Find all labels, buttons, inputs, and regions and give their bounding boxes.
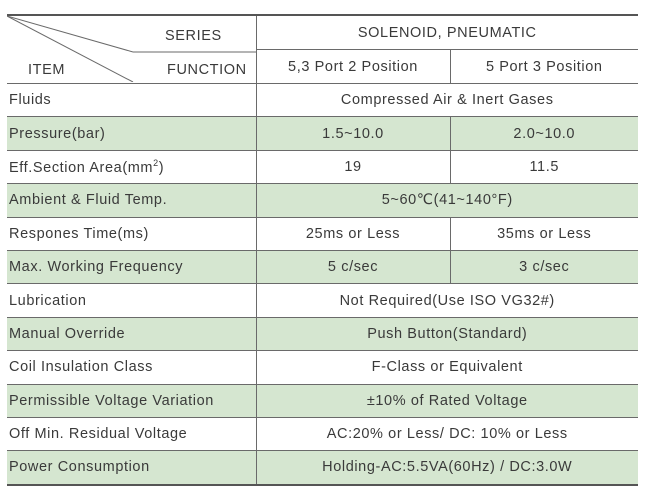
row-label: Fluids [7, 84, 256, 117]
row-pressure [7, 117, 638, 150]
row-label-end: ) [158, 159, 165, 176]
header-row-1 [7, 15, 638, 50]
row-coil-insulation [7, 351, 638, 384]
row-label: Off Min. Residual Voltage [7, 417, 256, 450]
series-label: SERIES [165, 28, 222, 44]
row-value: 5~60℃(41~140°F) [256, 184, 638, 217]
row-value: Compressed Air & Inert Gases [256, 84, 638, 117]
row-label-superscript: 2 [153, 158, 159, 169]
row-lubrication [7, 284, 638, 317]
row-label: Lubrication [7, 284, 256, 317]
row-label: Permissible Voltage Variation [7, 384, 256, 417]
row-value: Not Required(Use ISO VG32#) [256, 284, 638, 317]
row-value: AC:20% or Less/ DC: 10% or Less [256, 417, 638, 450]
row-value-3-position: 11.5 [450, 150, 638, 183]
row-manual-override [7, 317, 638, 350]
series-value: SOLENOID, PNEUMATIC [256, 15, 638, 50]
row-value-2-position: 25ms or Less [256, 217, 450, 250]
row-label-main: Eff.Section Area(mm [9, 159, 154, 176]
function-3-position: 5 Port 3 Position [450, 50, 638, 84]
row-ambient-temp [7, 184, 638, 217]
row-value: Push Button(Standard) [256, 317, 638, 350]
row-residual-voltage [7, 417, 638, 450]
row-value-3-position: 2.0~10.0 [450, 117, 638, 150]
row-label [7, 150, 256, 183]
row-value-2-position: 1.5~10.0 [256, 117, 450, 150]
function-2-position: 5,3 Port 2 Position [256, 50, 450, 84]
row-value: Holding-AC:5.5VA(60Hz) / DC:3.0W [256, 451, 638, 485]
function-label: FUNCTION [167, 62, 247, 78]
row-voltage-variation [7, 384, 638, 417]
row-response-time [7, 217, 638, 250]
row-value-2-position: 5 c/sec [256, 250, 450, 283]
row-value-3-position: 35ms or Less [450, 217, 638, 250]
row-value-2-position: 19 [256, 150, 450, 183]
row-label: Power Consumption [7, 451, 256, 485]
spec-table [7, 14, 638, 486]
item-label: ITEM [28, 62, 66, 78]
row-power-consumption [7, 451, 638, 485]
row-label: Manual Override [7, 317, 256, 350]
row-label: Coil Insulation Class [7, 351, 256, 384]
row-value-3-position: 3 c/sec [450, 250, 638, 283]
row-label: Ambient & Fluid Temp. [7, 184, 256, 217]
row-eff-section-area [7, 150, 638, 183]
row-value: F-Class or Equivalent [256, 351, 638, 384]
row-fluids [7, 84, 638, 117]
row-max-frequency [7, 250, 638, 283]
row-value: ±10% of Rated Voltage [256, 384, 638, 417]
header-corner-cell [7, 15, 256, 84]
row-label: Respones Time(ms) [7, 217, 256, 250]
row-label: Pressure(bar) [7, 117, 256, 150]
row-label: Max. Working Frequency [7, 250, 256, 283]
